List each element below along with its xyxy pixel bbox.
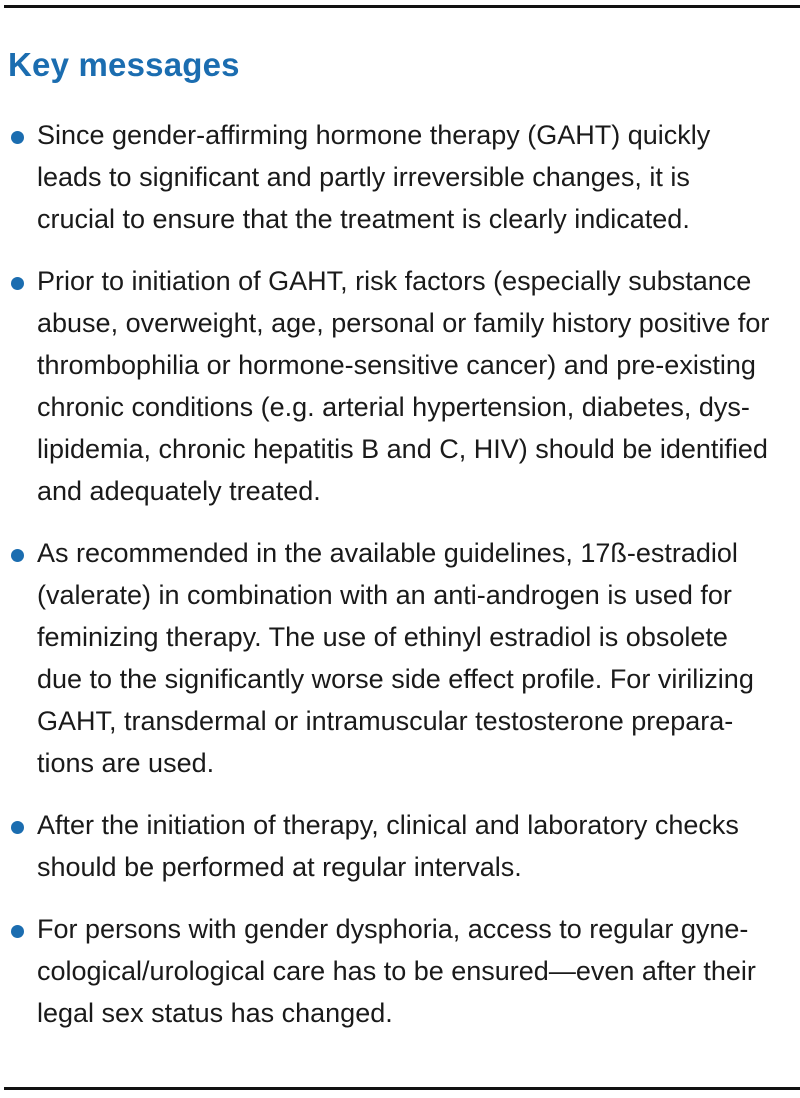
- bullet-line: thrombophilia or hormone-sensitive cancer) and pre-existing: [37, 350, 756, 380]
- list-item: [0, 260, 800, 512]
- bullet-line: cological/urological care has to be ensured—even after their: [37, 956, 756, 986]
- bullet-dot-icon: [11, 131, 24, 144]
- bottom-rule: [4, 1087, 800, 1090]
- bullet-line: After the initiation of therapy, clinical and laboratory checks: [37, 810, 739, 840]
- bullet-dot-icon: [11, 277, 24, 290]
- bullet-line: and adequately treated.: [37, 476, 321, 506]
- bullet-line: crucial to ensure that the treatment is clearly indicated.: [37, 204, 690, 234]
- section-title: Key messages: [8, 46, 240, 83]
- bullet-line: should be performed at regular intervals.: [37, 852, 522, 882]
- bullet-line: tions are used.: [37, 748, 215, 778]
- bullet-line: lipidemia, chronic hepatitis B and C, HIV) should be identified: [37, 434, 768, 464]
- key-messages-list: [0, 114, 800, 1054]
- list-item: [0, 114, 800, 240]
- bullet-line: GAHT, transdermal or intramuscular testosterone prepara-: [37, 706, 734, 736]
- list-item: [0, 804, 800, 888]
- bullet-line: Since gender-affirming hormone therapy (GAHT) quickly: [37, 120, 711, 150]
- bullet-line: Prior to initiation of GAHT, risk factors (especially substance: [37, 266, 752, 296]
- bullet-dot-icon: [11, 821, 24, 834]
- bullet-line: chronic conditions (e.g. arterial hypertension, diabetes, dys-: [37, 392, 750, 422]
- bullet-dot-icon: [11, 925, 24, 938]
- bullet-line: due to the significantly worse side effect profile. For virilizing: [37, 664, 754, 694]
- bullet-line: legal sex status has changed.: [37, 998, 393, 1028]
- bullet-dot-icon: [11, 549, 24, 562]
- bullet-line: (valerate) in combination with an anti-androgen is used for: [37, 580, 732, 610]
- top-rule: [4, 5, 800, 8]
- bullet-line: As recommended in the available guidelines, 17ß-estradiol: [37, 538, 738, 568]
- list-item: [0, 908, 800, 1034]
- bullet-line: abuse, overweight, age, personal or family history positive for: [37, 308, 770, 338]
- bullet-line: feminizing therapy. The use of ethinyl estradiol is obsolete: [37, 622, 728, 652]
- bullet-line: leads to significant and partly irreversible changes, it is: [37, 162, 690, 192]
- list-item: [0, 532, 800, 784]
- bullet-line: For persons with gender dysphoria, access to regular gyne-: [37, 914, 749, 944]
